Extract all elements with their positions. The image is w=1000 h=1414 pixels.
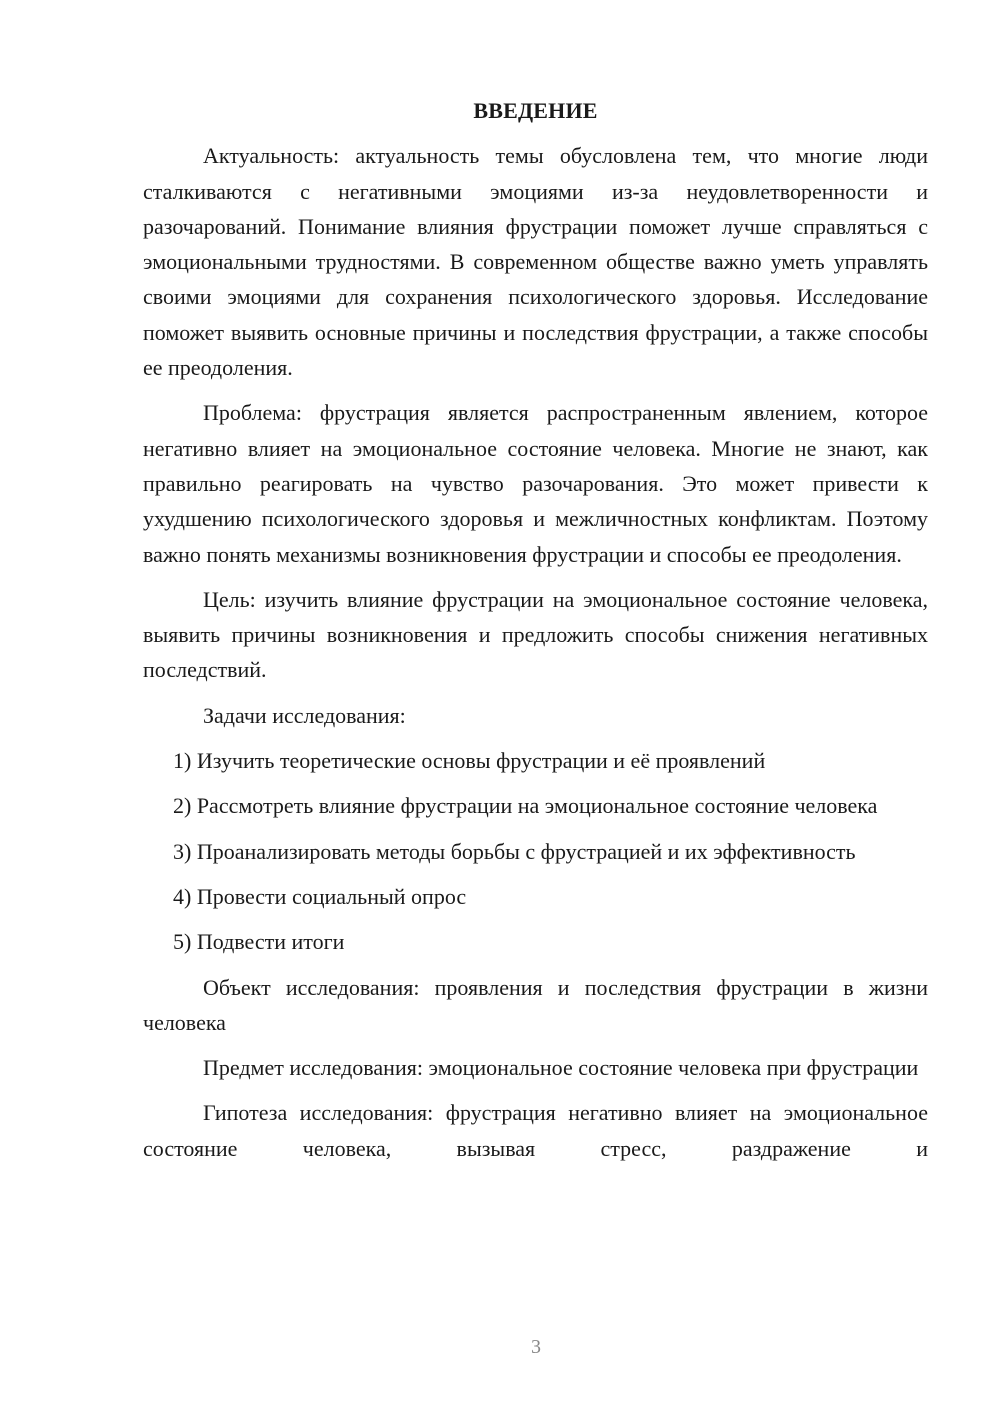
goal-paragraph: Цель: изучить влияние фрустрации на эмоциональное состояние человека, выявить причины возникновения и предложить способы снижения негативных последствий. [143,586,928,683]
page-content [143,93,928,1176]
tasks-heading: Задачи исследования: [203,702,406,728]
page-title: ВВЕДЕНИЕ [473,98,598,123]
task-item: 5) Подвести итоги [173,929,345,955]
page-number: 3 [531,1336,541,1358]
task-item: 4) Провести социальный опрос [173,883,467,909]
problem-paragraph: Проблема: фрустрация является распространенным явлением, которое негативно влияет на эмоциональное состояние человека. Многие не знают, как правильно реагировать на чувство разочарования. Это может привести к ухудшению психологического здоровья и межличностных конфликтам. Поэтому важно понять механизмы возникновения фрустрации и способы ее преодоления. [143,400,928,567]
task-item: 1) Изучить теоретические основы фрустрации и её проявлений [173,748,766,774]
relevance-paragraph: Актуальность: актуальность темы обусловлена тем, что многие люди сталкиваются с негативными эмоциями из-за неудовлетворенности и разочарований. Понимание влияния фрустрации поможет лучше справляться с эмоциональными трудностями. В современном обществе важно уметь управлять своими эмоциями для сохранения психологического здоровья. Исследование поможет выявить основные причины и последствия фрустрации, а также способы ее преодоления. [143,143,928,381]
subject-paragraph: Предмет исследования: эмоциональное состояние человека при фрустрации [203,1055,919,1081]
hypothesis-paragraph: Гипотеза исследования: фрустрация негативно влияет на эмоциональное состояние человека, вызывая стресс, раздражение и [143,1100,928,1161]
object-paragraph: Объект исследования: проявления и последствия фрустрации в жизни человека [143,974,928,1035]
task-item: 2) Рассмотреть влияние фрустрации на эмоциональное состояние человека [173,793,878,819]
task-item: 3) Проанализировать методы борьбы с фрустрацией и их эффективность [173,838,856,864]
